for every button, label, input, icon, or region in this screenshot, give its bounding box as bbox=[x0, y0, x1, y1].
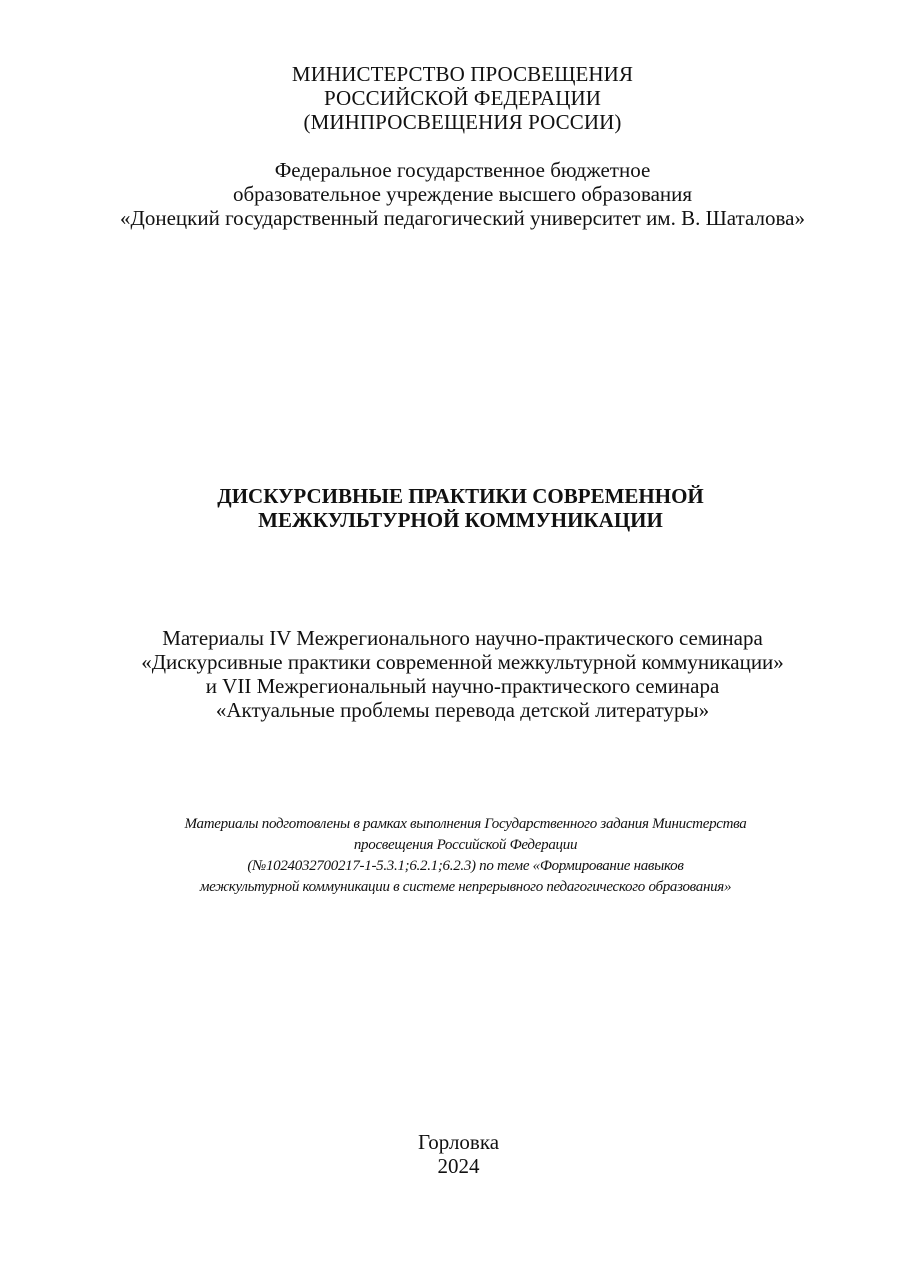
materials-line: «Дискурсивные практики современной межкультурной коммуникации» bbox=[141, 650, 784, 674]
ministry-line: (МИНПРОСВЕЩЕНИЯ РОССИИ) bbox=[303, 110, 622, 134]
publication-year: 2024 bbox=[437, 1154, 480, 1178]
ministry-line: МИНИСТЕРСТВО ПРОСВЕЩЕНИЯ bbox=[291, 62, 634, 86]
funding-note bbox=[0, 814, 905, 898]
note-line: (№1024032700217-1-5.3.1;6.2.1;6.2.3) по теме «Формирование навыков bbox=[247, 858, 684, 874]
materials-line: и VII Межрегиональный научно-практического семинара bbox=[205, 674, 720, 698]
ministry-heading bbox=[0, 62, 905, 134]
note-line: Материалы подготовлены в рамках выполнения Государственного задания Министерства bbox=[184, 816, 747, 832]
note-line: просвещения Российской Федерации bbox=[353, 837, 578, 853]
university-line: «Донецкий государственный педагогический университет им. В. Шаталова» bbox=[120, 206, 805, 230]
imprint-footer bbox=[0, 1130, 905, 1178]
title-line: МЕЖКУЛЬТУРНОЙ КОММУНИКАЦИИ bbox=[258, 508, 663, 532]
university-line: образовательное учреждение высшего образования bbox=[232, 182, 693, 206]
ministry-line: РОССИЙСКОЙ ФЕДЕРАЦИИ bbox=[324, 86, 601, 110]
materials-description bbox=[0, 626, 905, 722]
materials-line: Материалы IV Межрегионального научно-практического семинара bbox=[162, 626, 763, 650]
title-line: ДИСКУРСИВНЫЕ ПРАКТИКИ СОВРЕМЕННОЙ bbox=[217, 484, 704, 508]
note-line: межкультурной коммуникации в системе непрерывного педагогического образования» bbox=[199, 879, 732, 895]
city-name: Горловка bbox=[417, 1130, 500, 1154]
materials-line: «Актуальные проблемы перевода детской литературы» bbox=[215, 698, 710, 722]
university-heading bbox=[0, 158, 905, 230]
university-line: Федеральное государственное бюджетное bbox=[274, 158, 651, 182]
document-title bbox=[0, 484, 905, 532]
